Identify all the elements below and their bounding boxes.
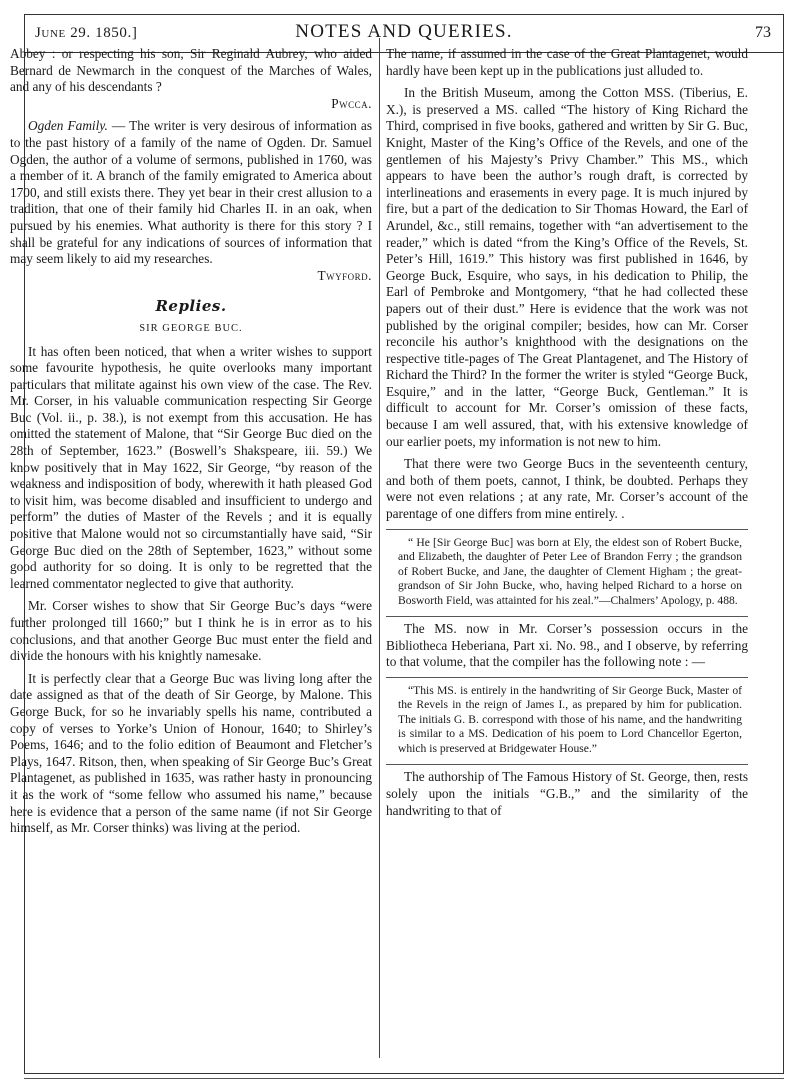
paragraph: That there were two George Bucs in the seventeenth century, and both of them poets, cannot, I think, be doubted. Perhaps they were not even relations ; at any rate, Mr. Corser’s account of the parentage of one differs from mine entirely. . [386,456,748,522]
section-heading: Replies. [155,297,227,316]
paragraph: Ogden Family. — The writer is very desirous of information as to the past history of a family of the name of Ogden. Dr. Samuel Ogden, the author of a volume of sermons, published in 1760, was a member of it. A branch of the family emigrated to America about 1700, and still exists there. They yet bear in their crest allusion to a tradition, that one of their family hid Charles II. in an oak, when pursued by his enemies. What authority is there for this story ? I shall be grateful for any indications of sources of information that may seem likely to aid my researches. Twyford. [10,118,372,283]
paragraph: Mr. Corser wishes to show that Sir George Buc’s days “were further prolonged till 1660;” but I think he is in error as to his conclusions, and that another George Buc must enter the field and divide the honours with his knightly namesake. [10,598,372,664]
article-title: SIR GEORGE BUC. [139,322,243,334]
header-date: June 29. 1850.] [35,25,138,41]
paragraph: In the British Museum, among the Cotton MSS. (Tiberius, E. X.), is preserved a MS. called “The history of King Richard the Third, comprised in five books, gathered and written by Sir G. Buc, Knight, Master of the King’s Office of the Revels, and one of the gentlemen of his Majesty’s Privy Chamber.” This MS., which appears to have been the author’s rough draft, is corrected by interlineations and erasements in every page. It is much injured by fire, but a part of the dedication to Sir Thomas Howard, the Earl of Arundel, &c., still remains, together with “an advertisement to the reader,” which is dated “from the King’s Office of the Revels, St. Peter’s Hill, 1619.” This history was first published in 1646, by George Buck, Esquire, who says, in his dedication to Philip, the Earl of Pembroke and Montgomery, “that he had collected these papers out of their dust.” Here is evidence that the work was not published by the original compiler; besides, how can Mr. Corser reconcile his author’s knighthood with the designations on the respective title-pages of The Great Plantagenet, and The History of Richard the Third? In the former the writer is styled “George Buck, Esquire,” and in the latter, “George Buck, Gentleman.” It is difficult to account for Mr. Corser’s omission of these facts, because I am well assured, that, with his extensive knowledge of our earlier poets, my information is not new to him. [386,85,748,449]
rule [386,529,748,530]
header-title: NOTES AND QUERIES. [295,21,513,42]
query-title: Ogden Family. [28,118,108,134]
block-quote: “ He [Sir George Buc] was born at Ely, the eldest son of Robert Bucke, and Elizabeth, the daughter of Peter Lee of Brandon Ferry ; the grandson of Robert Bucke, and Jane, the daughter of Clement Higham ; the great-grandson of Sir John Bucke, who, having helped Richard to a horse on Bosworth Field, was attainted for his zeal.”—Chalmers’ Apology, p. 488. [398,535,742,607]
paragraph: The authorship of The Famous History of St. George, then, rests solely upon the initials “G.B.,” and the similarity of the handwriting to that of [386,769,748,818]
bottom-rule [24,1078,784,1079]
paragraph: It has often been noticed, that when a writer wishes to support some favourite hypothesis, he quite overlooks many important particulars that militate against his own view of the case. The Rev. Mr. Corser, in his valuable communication respecting Sir George Buc (Vol. ii., p. 38.), is not exempt from this accusation. He has omitted the statement of Malone, that “Sir George Buc died on the 28th of September, 1623.” (Boswell’s Shakspeare, iii. 59.) We know positively that in May 1622, Sir George, “by reason of the weakness and indisposition of body, wherewith it hath pleased God to visit him, was become disabled and insufficient to undergo and perform” the duties of Master of the Revels ; and it is equally positive that Malone would not so circumstantially have said, “Sir George Buc died on the 28th of September, 1623,” without some good authority for so doing. It is only to be regretted that the learned commentator neglected to give that authority. [10,343,372,591]
block-quote: “This MS. is entirely in the handwriting of Sir George Buck, Master of the Revels in the reign of James I., as prepared by him for publication. The initials G. B. correspond with those of his name, and the handwriting is similar to a MS. Dedication of his poem to Lord Chancellor Egerton, which is preserved at Bridgewater House.” [398,683,742,755]
signature: Pwcca. [331,95,372,111]
paragraph: Abbey : or respecting his son, Sir Reginald Aubrey, who aided Bernard de Newmarch in the conquest of the Marches of Wales, and any of his descendants ? Pwcca. [10,46,372,111]
left-column [10,46,372,843]
signature: Twyford. [317,267,372,283]
rule [386,764,748,765]
paragraph: The name, if assumed in the case of the Great Plantagenet, would hardly have been kept up in the publications just alluded to. [386,46,748,78]
right-column [386,46,748,825]
page-number: 73 [755,24,771,41]
column-divider [379,38,380,1058]
paragraph: The MS. now in Mr. Corser’s possession occurs in the Bibliotheca Heberiana, Part xi. No. 98., and I observe, by referring to that volume, that the compiler has the following note : — [386,621,748,670]
rule [386,677,748,678]
paragraph: It is perfectly clear that a George Buc was living long after the date assigned as that of the death of Sir George, by Malone. This George Buck, for so he invariably spells his name, contributed a copy of verses to Yorke’s Union of Honour, 1640; to Shirley’s Poems, 1646; and to the folio edition of Beaumont and Fletcher’s Plays, 1647. Ritson, then, when speaking of Sir George Buc’s Great Plantagenet, as published in 1635, was rather hasty in pronouncing it as the work of “some fellow who assumed his name,” because here is evidence that a person of the same name (if not Sir George himself, as Mr. Corser thinks) was living at the period. [10,670,372,836]
rule [386,616,748,617]
